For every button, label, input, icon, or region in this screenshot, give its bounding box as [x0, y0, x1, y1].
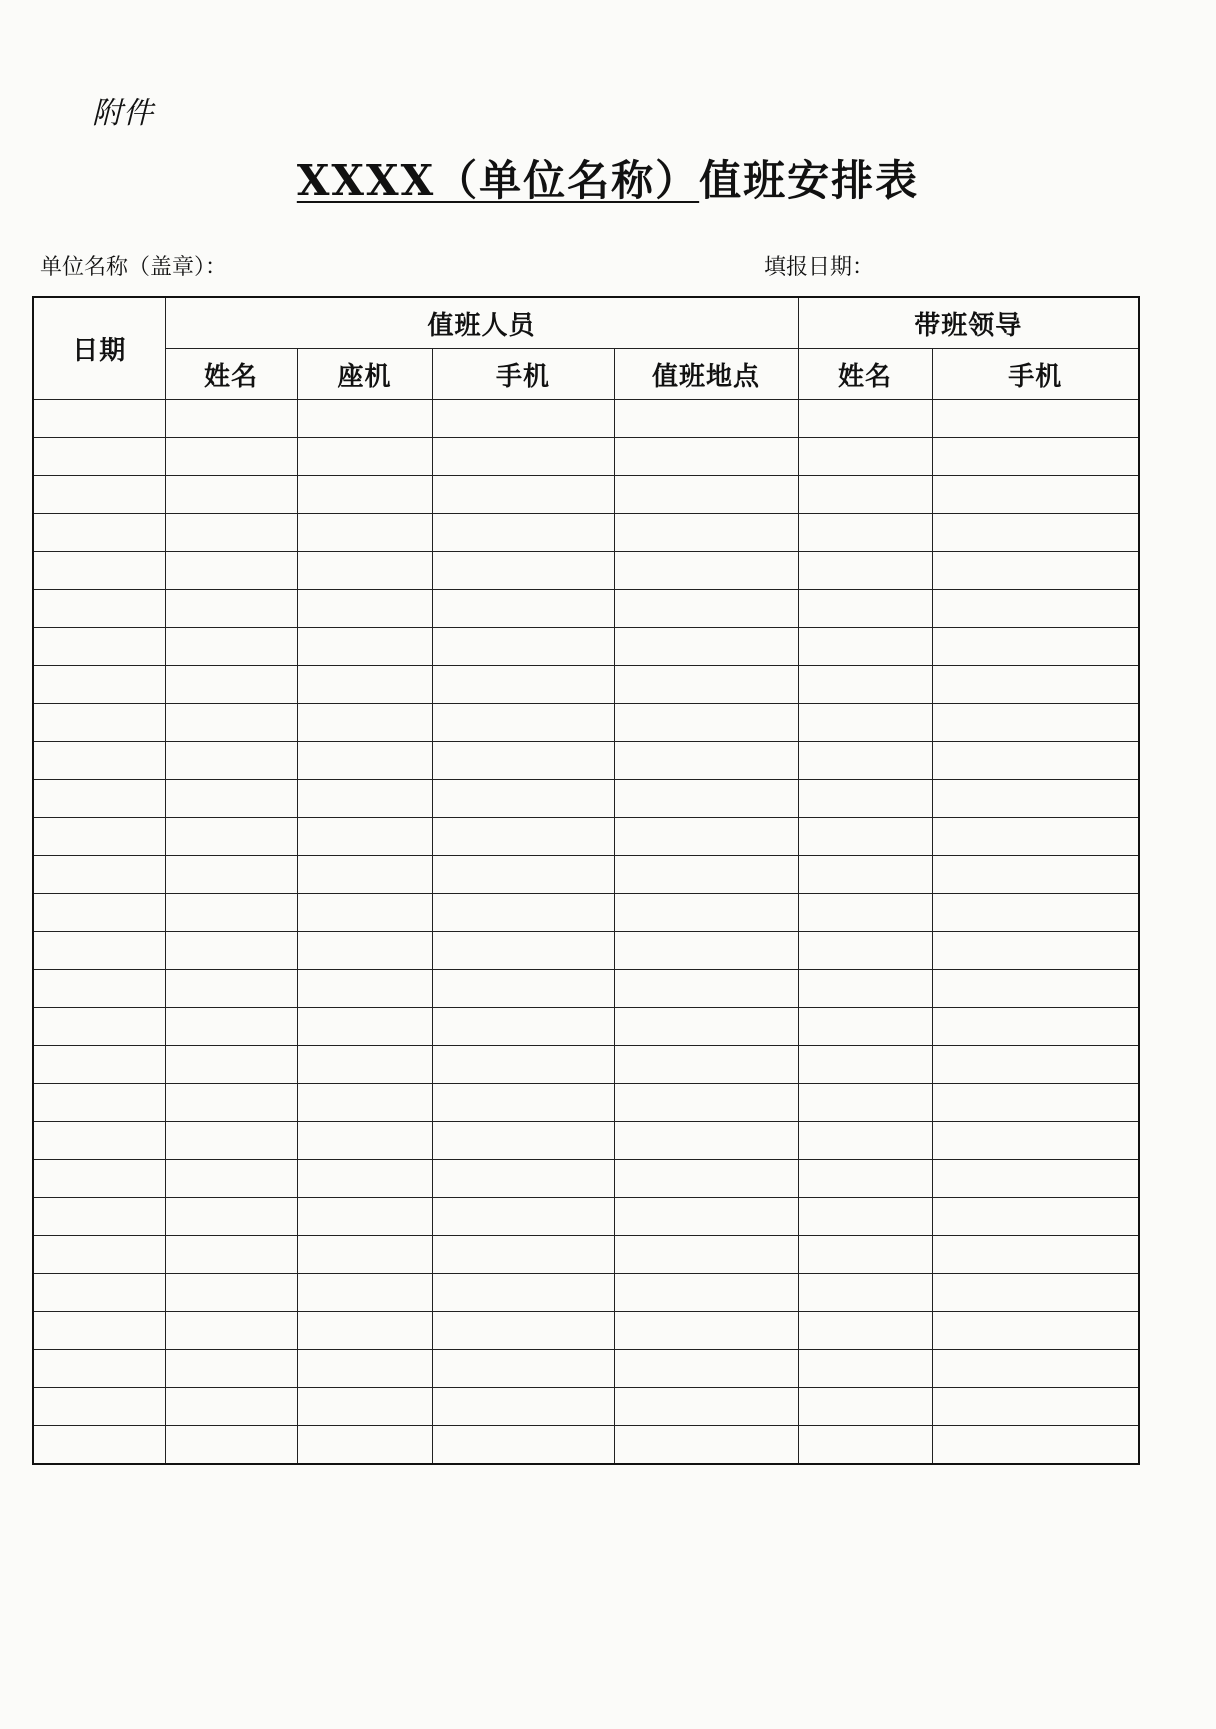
cell-leader-mobile[interactable]: [932, 856, 1139, 894]
cell-staff-mobile[interactable]: [432, 1046, 614, 1084]
cell-staff-name[interactable]: [165, 1160, 297, 1198]
cell-staff-name[interactable]: [165, 590, 297, 628]
cell-staff-name[interactable]: [165, 932, 297, 970]
header-leader: 带班领导: [798, 297, 1139, 349]
cell-date[interactable]: [33, 628, 165, 666]
table-row: [33, 1084, 1139, 1122]
cell-staff-location[interactable]: [614, 514, 798, 552]
cell-staff-landline[interactable]: [297, 1312, 432, 1350]
cell-staff-name[interactable]: [165, 1274, 297, 1312]
cell-leader-name[interactable]: [798, 1122, 932, 1160]
cell-staff-name[interactable]: [165, 894, 297, 932]
cell-staff-location[interactable]: [614, 1046, 798, 1084]
cell-leader-mobile[interactable]: [932, 628, 1139, 666]
cell-staff-location[interactable]: [614, 970, 798, 1008]
cell-date[interactable]: [33, 1198, 165, 1236]
cell-staff-location[interactable]: [614, 894, 798, 932]
cell-leader-name[interactable]: [798, 780, 932, 818]
cell-staff-name[interactable]: [165, 742, 297, 780]
table-row: [33, 970, 1139, 1008]
cell-leader-name[interactable]: [798, 1198, 932, 1236]
cell-staff-location[interactable]: [614, 932, 798, 970]
cell-staff-mobile[interactable]: [432, 894, 614, 932]
table-row: [33, 1008, 1139, 1046]
header-staff-name: 姓名: [165, 349, 297, 400]
cell-staff-mobile[interactable]: [432, 1236, 614, 1274]
page-title: [0, 148, 1216, 208]
cell-staff-mobile[interactable]: [432, 400, 614, 438]
cell-staff-location[interactable]: [614, 1388, 798, 1426]
cell-staff-landline[interactable]: [297, 628, 432, 666]
cell-leader-name[interactable]: [798, 1274, 932, 1312]
table-row: [33, 1122, 1139, 1160]
cell-staff-location[interactable]: [614, 590, 798, 628]
cell-leader-mobile[interactable]: [932, 780, 1139, 818]
cell-staff-name[interactable]: [165, 514, 297, 552]
cell-date[interactable]: [33, 1084, 165, 1122]
cell-leader-name[interactable]: [798, 970, 932, 1008]
cell-date[interactable]: [33, 1274, 165, 1312]
cell-staff-mobile[interactable]: [432, 438, 614, 476]
cell-date[interactable]: [33, 818, 165, 856]
cell-leader-name[interactable]: [798, 552, 932, 590]
cell-staff-mobile[interactable]: [432, 1388, 614, 1426]
cell-staff-mobile[interactable]: [432, 1426, 614, 1465]
cell-leader-name[interactable]: [798, 1008, 932, 1046]
cell-staff-mobile[interactable]: [432, 970, 614, 1008]
cell-leader-mobile[interactable]: [932, 742, 1139, 780]
cell-staff-name[interactable]: [165, 818, 297, 856]
table-row: [33, 628, 1139, 666]
cell-date[interactable]: [33, 1008, 165, 1046]
cell-staff-name[interactable]: [165, 1198, 297, 1236]
cell-leader-name[interactable]: [798, 856, 932, 894]
table-row: [33, 438, 1139, 476]
table-row: [33, 1350, 1139, 1388]
cell-leader-mobile[interactable]: [932, 818, 1139, 856]
cell-staff-landline[interactable]: [297, 780, 432, 818]
cell-leader-name[interactable]: [798, 1160, 932, 1198]
cell-staff-mobile[interactable]: [432, 932, 614, 970]
cell-date[interactable]: [33, 552, 165, 590]
cell-leader-name[interactable]: [798, 666, 932, 704]
table-row: [33, 1274, 1139, 1312]
cell-leader-mobile[interactable]: [932, 552, 1139, 590]
cell-leader-mobile[interactable]: [932, 932, 1139, 970]
cell-staff-mobile[interactable]: [432, 590, 614, 628]
cell-staff-landline[interactable]: [297, 704, 432, 742]
cell-leader-mobile[interactable]: [932, 1274, 1139, 1312]
cell-staff-mobile[interactable]: [432, 818, 614, 856]
cell-leader-name[interactable]: [798, 1426, 932, 1465]
header-leader-mobile: 手机: [932, 349, 1139, 400]
cell-date[interactable]: [33, 1122, 165, 1160]
cell-leader-name[interactable]: [798, 1046, 932, 1084]
cell-staff-location[interactable]: [614, 1122, 798, 1160]
cell-date[interactable]: [33, 1312, 165, 1350]
cell-date[interactable]: [33, 1388, 165, 1426]
cell-staff-landline[interactable]: [297, 590, 432, 628]
cell-staff-mobile[interactable]: [432, 1198, 614, 1236]
cell-staff-landline[interactable]: [297, 476, 432, 514]
cell-staff-name[interactable]: [165, 1084, 297, 1122]
cell-staff-location[interactable]: [614, 856, 798, 894]
cell-leader-name[interactable]: [798, 1312, 932, 1350]
cell-staff-mobile[interactable]: [432, 1122, 614, 1160]
cell-staff-location[interactable]: [614, 742, 798, 780]
table-row: [33, 666, 1139, 704]
cell-staff-landline[interactable]: [297, 1084, 432, 1122]
cell-staff-landline[interactable]: [297, 400, 432, 438]
cell-staff-name[interactable]: [165, 1046, 297, 1084]
cell-leader-mobile[interactable]: [932, 666, 1139, 704]
cell-date[interactable]: [33, 476, 165, 514]
cell-leader-name[interactable]: [798, 1388, 932, 1426]
cell-leader-name[interactable]: [798, 818, 932, 856]
cell-staff-landline[interactable]: [297, 1388, 432, 1426]
cell-date[interactable]: [33, 704, 165, 742]
cell-staff-name[interactable]: [165, 1426, 297, 1465]
cell-leader-mobile[interactable]: [932, 894, 1139, 932]
cell-staff-landline[interactable]: [297, 1198, 432, 1236]
table-row: [33, 590, 1139, 628]
table-row: [33, 1236, 1139, 1274]
cell-staff-landline[interactable]: [297, 742, 432, 780]
cell-staff-landline[interactable]: [297, 552, 432, 590]
table-row: [33, 856, 1139, 894]
cell-staff-mobile[interactable]: [432, 666, 614, 704]
table-row: [33, 552, 1139, 590]
cell-leader-name[interactable]: [798, 476, 932, 514]
cell-staff-landline[interactable]: [297, 1046, 432, 1084]
cell-staff-name[interactable]: [165, 1312, 297, 1350]
table-row: [33, 1312, 1139, 1350]
cell-date[interactable]: [33, 590, 165, 628]
cell-staff-location[interactable]: [614, 780, 798, 818]
cell-date[interactable]: [33, 970, 165, 1008]
cell-leader-name[interactable]: [798, 438, 932, 476]
header-leader-name: 姓名: [798, 349, 932, 400]
cell-leader-name[interactable]: [798, 1350, 932, 1388]
table-row: [33, 818, 1139, 856]
cell-leader-mobile[interactable]: [932, 590, 1139, 628]
cell-date[interactable]: [33, 666, 165, 704]
header-staff-landline: 座机: [297, 349, 432, 400]
cell-staff-mobile[interactable]: [432, 1312, 614, 1350]
header-staff-location: 值班地点: [614, 349, 798, 400]
cell-staff-landline[interactable]: [297, 856, 432, 894]
cell-date[interactable]: [33, 514, 165, 552]
cell-staff-location[interactable]: [614, 704, 798, 742]
cell-leader-mobile[interactable]: [932, 400, 1139, 438]
cell-leader-mobile[interactable]: [932, 476, 1139, 514]
cell-staff-location[interactable]: [614, 476, 798, 514]
cell-date[interactable]: [33, 742, 165, 780]
cell-staff-name[interactable]: [165, 400, 297, 438]
cell-staff-landline[interactable]: [297, 438, 432, 476]
duty-schedule-table: [32, 296, 1140, 1465]
cell-leader-mobile[interactable]: [932, 1084, 1139, 1122]
cell-date[interactable]: [33, 932, 165, 970]
cell-staff-location[interactable]: [614, 1084, 798, 1122]
cell-staff-mobile[interactable]: [432, 1160, 614, 1198]
cell-staff-name[interactable]: [165, 780, 297, 818]
cell-staff-mobile[interactable]: [432, 856, 614, 894]
header-date: 日期: [33, 297, 165, 400]
table-row: [33, 476, 1139, 514]
cell-staff-name[interactable]: [165, 1122, 297, 1160]
cell-staff-location[interactable]: [614, 400, 798, 438]
table-row: [33, 1426, 1139, 1465]
cell-staff-name[interactable]: [165, 666, 297, 704]
cell-staff-landline[interactable]: [297, 1160, 432, 1198]
cell-date[interactable]: [33, 1350, 165, 1388]
cell-staff-mobile[interactable]: [432, 476, 614, 514]
cell-staff-mobile[interactable]: [432, 1008, 614, 1046]
cell-staff-name[interactable]: [165, 628, 297, 666]
cell-leader-mobile[interactable]: [932, 514, 1139, 552]
cell-staff-mobile[interactable]: [432, 552, 614, 590]
cell-date[interactable]: [33, 400, 165, 438]
cell-leader-mobile[interactable]: [932, 1122, 1139, 1160]
cell-staff-landline[interactable]: [297, 818, 432, 856]
cell-leader-name[interactable]: [798, 894, 932, 932]
cell-leader-mobile[interactable]: [932, 1350, 1139, 1388]
table-row: [33, 514, 1139, 552]
cell-staff-landline[interactable]: [297, 932, 432, 970]
cell-staff-landline[interactable]: [297, 1426, 432, 1465]
cell-staff-landline[interactable]: [297, 1122, 432, 1160]
cell-date[interactable]: [33, 856, 165, 894]
cell-leader-name[interactable]: [798, 514, 932, 552]
cell-staff-name[interactable]: [165, 552, 297, 590]
cell-staff-mobile[interactable]: [432, 742, 614, 780]
cell-staff-name[interactable]: [165, 476, 297, 514]
cell-leader-mobile[interactable]: [932, 1008, 1139, 1046]
cell-leader-name[interactable]: [798, 932, 932, 970]
cell-staff-location[interactable]: [614, 552, 798, 590]
cell-staff-landline[interactable]: [297, 1274, 432, 1312]
cell-staff-location[interactable]: [614, 1198, 798, 1236]
unit-name-label: 单位名称（盖章）：: [40, 255, 228, 280]
cell-staff-location[interactable]: [614, 1350, 798, 1388]
cell-staff-landline[interactable]: [297, 1008, 432, 1046]
cell-staff-location[interactable]: [614, 1312, 798, 1350]
cell-staff-location[interactable]: [614, 818, 798, 856]
cell-staff-location[interactable]: [614, 666, 798, 704]
cell-staff-landline[interactable]: [297, 894, 432, 932]
cell-leader-name[interactable]: [798, 1084, 932, 1122]
cell-staff-mobile[interactable]: [432, 780, 614, 818]
cell-staff-location[interactable]: [614, 1274, 798, 1312]
cell-date[interactable]: [33, 1426, 165, 1465]
cell-staff-mobile[interactable]: [432, 1084, 614, 1122]
attachment-label: 附件: [92, 96, 154, 131]
cell-staff-location[interactable]: [614, 1236, 798, 1274]
table-row: [33, 894, 1139, 932]
cell-leader-name[interactable]: [798, 742, 932, 780]
cell-leader-name[interactable]: [798, 1236, 932, 1274]
cell-staff-landline[interactable]: [297, 970, 432, 1008]
cell-staff-name[interactable]: [165, 704, 297, 742]
cell-date[interactable]: [33, 438, 165, 476]
cell-leader-mobile[interactable]: [932, 1312, 1139, 1350]
cell-date[interactable]: [33, 1046, 165, 1084]
cell-staff-name[interactable]: [165, 970, 297, 1008]
cell-leader-mobile[interactable]: [932, 1236, 1139, 1274]
header-duty-staff: 值班人员: [165, 297, 798, 349]
cell-leader-name[interactable]: [798, 400, 932, 438]
table-body: [33, 400, 1139, 1465]
table-row: [33, 1160, 1139, 1198]
cell-leader-name[interactable]: [798, 628, 932, 666]
title-text: 值班安排表: [699, 156, 920, 205]
cell-staff-name[interactable]: [165, 438, 297, 476]
cell-staff-mobile[interactable]: [432, 1350, 614, 1388]
cell-leader-mobile[interactable]: [932, 1198, 1139, 1236]
table-row: [33, 400, 1139, 438]
cell-staff-landline[interactable]: [297, 514, 432, 552]
cell-staff-location[interactable]: [614, 1426, 798, 1465]
cell-staff-location[interactable]: [614, 438, 798, 476]
table-row: [33, 780, 1139, 818]
cell-staff-name[interactable]: [165, 856, 297, 894]
cell-leader-mobile[interactable]: [932, 1160, 1139, 1198]
cell-date[interactable]: [33, 780, 165, 818]
cell-staff-name[interactable]: [165, 1236, 297, 1274]
table-row: [33, 742, 1139, 780]
cell-date[interactable]: [33, 1160, 165, 1198]
table-row: [33, 1046, 1139, 1084]
table-row: [33, 932, 1139, 970]
title-unit-name: XXXX（单位名称）: [296, 156, 700, 205]
cell-leader-mobile[interactable]: [932, 438, 1139, 476]
cell-leader-mobile[interactable]: [932, 1046, 1139, 1084]
cell-staff-location[interactable]: [614, 1008, 798, 1046]
cell-staff-name[interactable]: [165, 1350, 297, 1388]
cell-leader-name[interactable]: [798, 704, 932, 742]
header-staff-mobile: 手机: [432, 349, 614, 400]
table-row: [33, 704, 1139, 742]
cell-staff-location[interactable]: [614, 1160, 798, 1198]
cell-staff-mobile[interactable]: [432, 514, 614, 552]
table-row: [33, 1388, 1139, 1426]
cell-staff-location[interactable]: [614, 628, 798, 666]
cell-staff-mobile[interactable]: [432, 628, 614, 666]
table-row: [33, 1198, 1139, 1236]
cell-date[interactable]: [33, 894, 165, 932]
cell-staff-landline[interactable]: [297, 666, 432, 704]
cell-staff-landline[interactable]: [297, 1236, 432, 1274]
cell-staff-mobile[interactable]: [432, 1274, 614, 1312]
cell-staff-landline[interactable]: [297, 1350, 432, 1388]
cell-leader-mobile[interactable]: [932, 970, 1139, 1008]
cell-date[interactable]: [33, 1236, 165, 1274]
fill-date-label: 填报日期：: [764, 255, 875, 280]
cell-staff-name[interactable]: [165, 1008, 297, 1046]
cell-staff-mobile[interactable]: [432, 704, 614, 742]
cell-leader-mobile[interactable]: [932, 1388, 1139, 1426]
cell-leader-mobile[interactable]: [932, 1426, 1139, 1465]
cell-staff-name[interactable]: [165, 1388, 297, 1426]
cell-leader-name[interactable]: [798, 590, 932, 628]
cell-leader-mobile[interactable]: [932, 704, 1139, 742]
